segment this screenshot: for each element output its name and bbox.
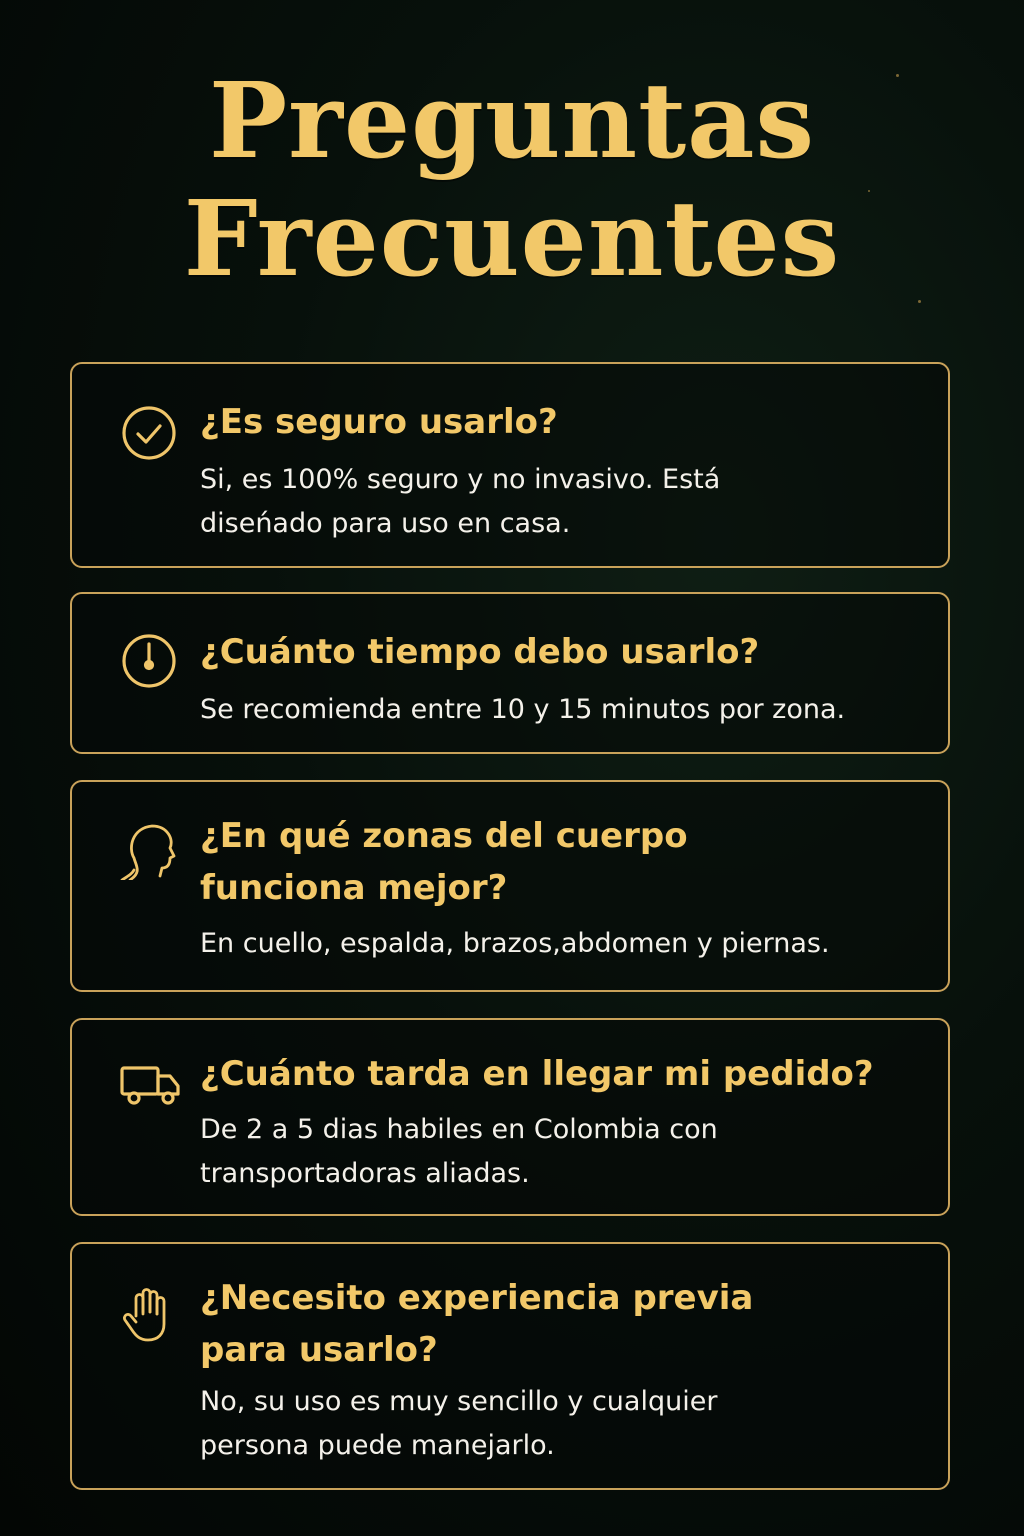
decorative-speck — [918, 300, 921, 303]
faq-question — [200, 810, 918, 914]
faq-answer — [200, 922, 908, 966]
truck-icon — [118, 1056, 182, 1114]
faq-question: ¿Es seguro usarlo? — [200, 402, 558, 442]
faq-question-line: ¿En qué zonas del cuerpo — [200, 816, 688, 856]
faq-question: ¿Cuánto tarda en llegar mi pedido? — [200, 1054, 874, 1094]
faq-answer-line: En cuello, espalda, brazos,abdomen y piernas. — [200, 928, 830, 959]
faq-answer-line: Si, es 100% seguro y no invasivo. Está — [200, 464, 721, 495]
faq-item-usage-time[interactable] — [70, 592, 950, 754]
faq-question-line: funciona mejor? — [200, 868, 508, 908]
faq-answer — [200, 1380, 908, 1468]
faq-answer — [200, 458, 908, 546]
faq-item-delivery[interactable] — [70, 1018, 950, 1216]
faq-item-safety[interactable] — [70, 362, 950, 568]
faq-question-line: ¿Necesito experiencia previa — [200, 1278, 754, 1318]
faq-answer-line: No, su uso es muy sencillo y cualquier — [200, 1386, 718, 1417]
faq-question-line: para usarlo? — [200, 1330, 438, 1370]
page-title — [0, 59, 1024, 300]
faq-item-body-zones[interactable] — [70, 780, 950, 992]
faq-answer-line: transportadoras aliadas. — [200, 1158, 530, 1189]
hand-icon — [120, 1286, 178, 1344]
faq-answer — [200, 688, 908, 732]
faq-answer-line: persona puede manejarlo. — [200, 1430, 555, 1461]
faq-answer-line: Se recomienda entre 10 y 15 minutos por zona. — [200, 694, 846, 725]
faq-answer — [200, 1108, 908, 1196]
page-title-line1: Preguntas — [208, 59, 816, 182]
timer-icon — [120, 630, 178, 688]
faq-answer-line: diseńado para uso en casa. — [200, 508, 571, 539]
check-circle-icon — [120, 402, 178, 460]
faq-question — [200, 1272, 918, 1376]
head-profile-icon — [120, 822, 178, 880]
faq-question: ¿Cuánto tiempo debo usarlo? — [200, 632, 760, 672]
faq-answer-line: De 2 a 5 dias habiles en Colombia con — [200, 1114, 718, 1145]
page-title-line2: Frecuentes — [183, 177, 841, 300]
faq-item-experience[interactable] — [70, 1242, 950, 1490]
